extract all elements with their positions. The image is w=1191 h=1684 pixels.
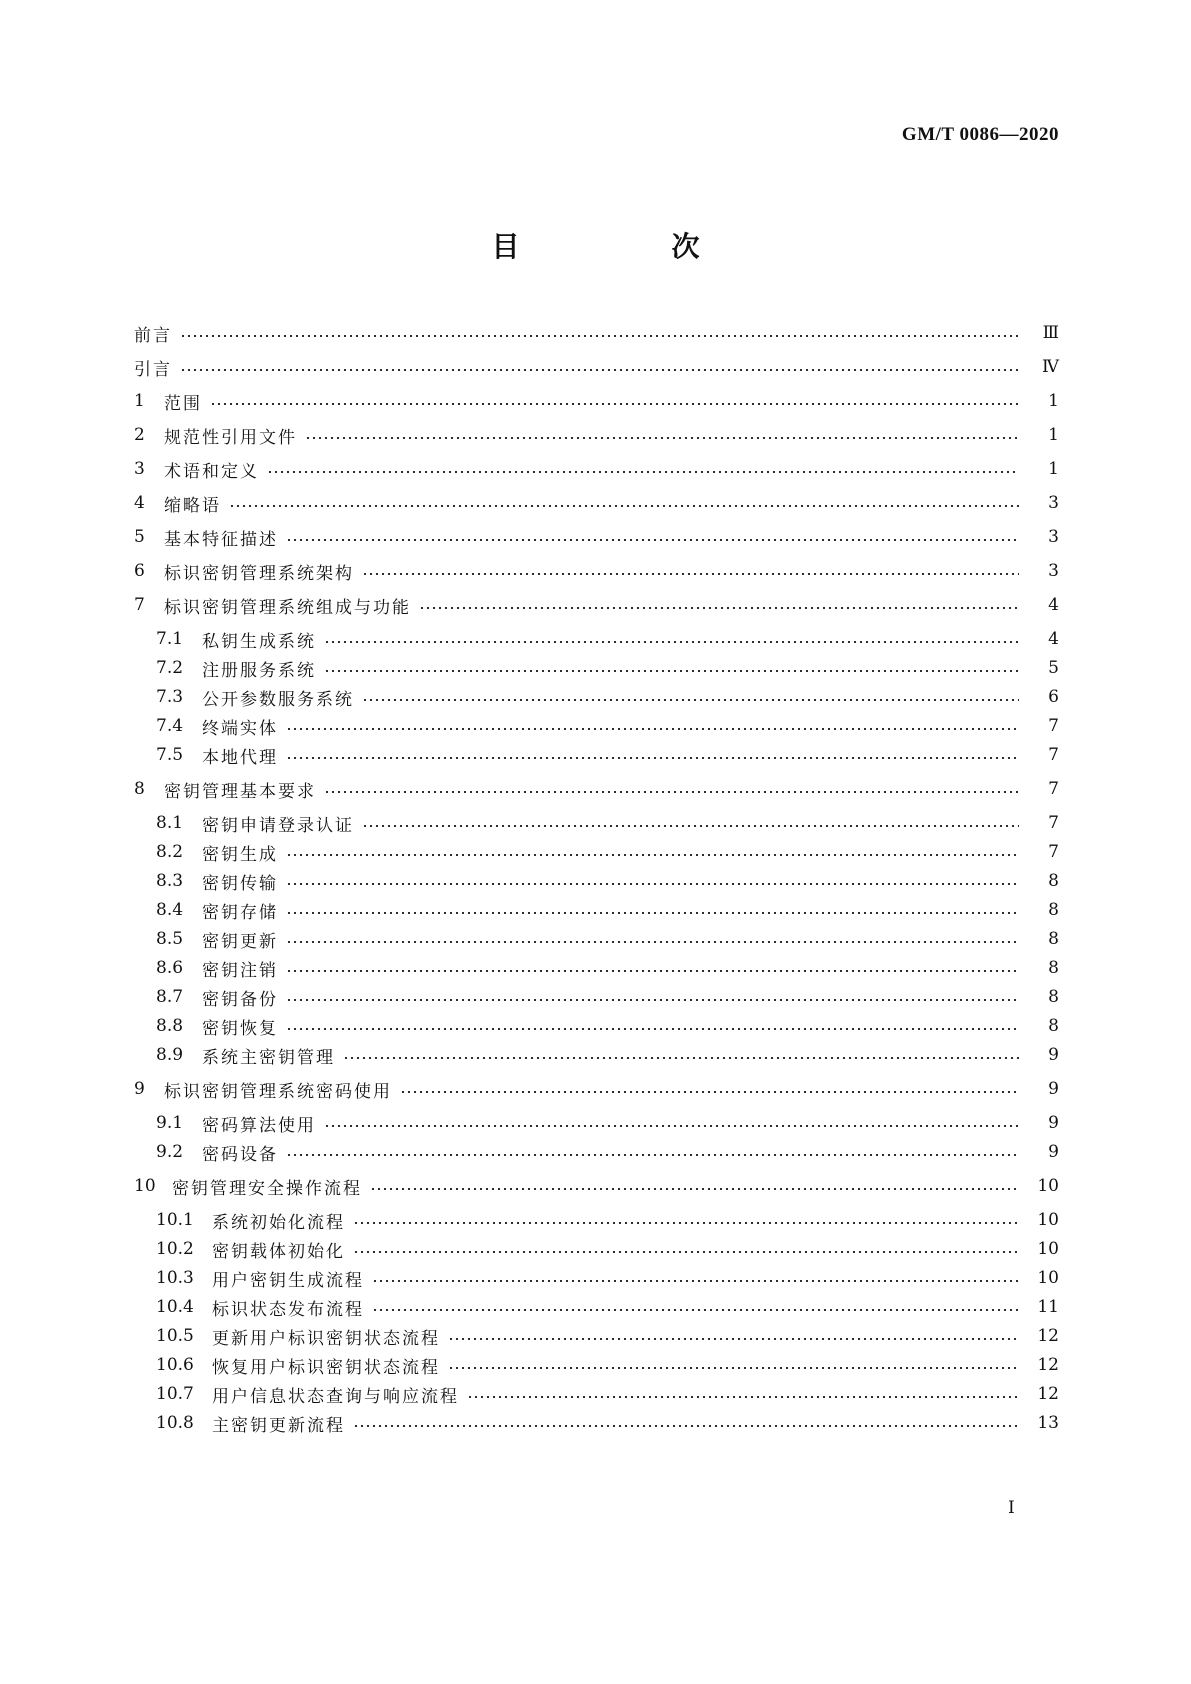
- toc-entry[interactable]: [156, 1294, 1059, 1320]
- toc-entry-page: 10: [1037, 1268, 1059, 1288]
- toc-entry-number: 9.1: [156, 1113, 184, 1133]
- toc-entry-number: 10.6: [156, 1355, 194, 1375]
- toc-entry-label: 系统初始化流程: [212, 1212, 345, 1233]
- dot-leader: [286, 999, 1019, 1001]
- toc-entry-number: 7.4: [156, 716, 184, 736]
- dot-leader: [370, 1188, 1019, 1190]
- toc-entry[interactable]: [156, 626, 1059, 652]
- toc-entry[interactable]: [156, 868, 1059, 894]
- toc-entry[interactable]: [134, 776, 1059, 802]
- toc-entry[interactable]: [156, 713, 1059, 739]
- toc-entry-label: 私钥生成系统: [202, 631, 316, 652]
- toc-entry-number: 4: [134, 493, 145, 513]
- toc-entry-label: 范围: [164, 393, 202, 414]
- dot-leader: [305, 437, 1019, 439]
- toc-entry-page: 10: [1037, 1176, 1059, 1196]
- toc-entry[interactable]: [156, 1410, 1059, 1436]
- toc-entry-number: 6: [134, 561, 145, 581]
- toc-entry-label: 密钥生成: [202, 844, 278, 865]
- dot-leader: [324, 791, 1019, 793]
- toc-entry-page: 10: [1037, 1239, 1059, 1259]
- toc-entry-label: 恢复用户标识密钥状态流程: [212, 1357, 440, 1378]
- toc-entry[interactable]: [156, 955, 1059, 981]
- toc-entry-number: 7.1: [156, 629, 184, 649]
- toc-entry-label: 密钥载体初始化: [212, 1241, 345, 1262]
- toc-entry-page: 3: [1048, 527, 1059, 547]
- toc-entry-page: Ⅲ: [1042, 323, 1059, 343]
- page-number: I: [1008, 1498, 1015, 1518]
- dot-leader: [210, 403, 1019, 405]
- toc-entry-page: 5: [1048, 658, 1059, 678]
- toc-entry-label: 前言: [134, 325, 172, 346]
- toc-entry-label: 公开参数服务系统: [202, 689, 354, 710]
- toc-entry-label: 基本特征描述: [164, 529, 278, 550]
- toc-entry-page: 6: [1048, 687, 1059, 707]
- toc-entry[interactable]: [156, 1139, 1059, 1165]
- toc-entry[interactable]: [134, 1076, 1059, 1102]
- dot-leader: [324, 641, 1019, 643]
- toc-entry[interactable]: [156, 984, 1059, 1010]
- toc-entry[interactable]: [134, 490, 1059, 516]
- dot-leader: [467, 1396, 1019, 1398]
- toc-entry-page: 3: [1048, 561, 1059, 581]
- toc-entry-label: 系统主密钥管理: [202, 1047, 335, 1068]
- toc-entry[interactable]: [156, 926, 1059, 952]
- dot-leader: [343, 1057, 1019, 1059]
- dot-leader: [286, 912, 1019, 914]
- toc-entry-label: 缩略语: [164, 495, 221, 516]
- toc-entry-label: 密钥存储: [202, 902, 278, 923]
- document-code: GM/T 0086—2020: [901, 124, 1059, 145]
- toc-entry-page: 12: [1037, 1355, 1059, 1375]
- dot-leader: [362, 573, 1019, 575]
- toc-entry-label: 规范性引用文件: [164, 427, 297, 448]
- toc-entry-page: 4: [1048, 629, 1059, 649]
- toc-entry-number: 9: [134, 1079, 145, 1099]
- toc-entry-number: 1: [134, 391, 145, 411]
- toc-entry-number: 8.3: [156, 871, 184, 891]
- dot-leader: [448, 1367, 1019, 1369]
- toc-entry-number: 8.7: [156, 987, 184, 1007]
- toc-entry-page: 7: [1048, 745, 1059, 765]
- dot-leader: [286, 757, 1019, 759]
- toc-entry-number: 3: [134, 459, 145, 479]
- dot-leader: [286, 1028, 1019, 1030]
- toc-entry-label: 主密钥更新流程: [212, 1415, 345, 1436]
- toc-entry-label: 用户密钥生成流程: [212, 1270, 364, 1291]
- toc-entry-page: 7: [1048, 813, 1059, 833]
- toc-entry-page: 7: [1048, 779, 1059, 799]
- dot-leader: [324, 670, 1019, 672]
- toc-entry-label: 注册服务系统: [202, 660, 316, 681]
- toc-entry-number: 10.4: [156, 1297, 194, 1317]
- toc-entry-page: Ⅳ: [1042, 357, 1059, 377]
- toc-entry-page: 7: [1048, 716, 1059, 736]
- toc-entry[interactable]: [134, 524, 1059, 550]
- toc-entry-number: 9.2: [156, 1142, 184, 1162]
- toc-entry-label: 术语和定义: [164, 461, 259, 482]
- toc-entry-label: 密钥管理基本要求: [164, 781, 316, 802]
- dot-leader: [353, 1251, 1019, 1253]
- dot-leader: [362, 699, 1019, 701]
- toc-entry-number: 10.5: [156, 1326, 194, 1346]
- toc-entry-number: 8.4: [156, 900, 184, 920]
- toc-entry[interactable]: [156, 1110, 1059, 1136]
- toc-entry-number: 2: [134, 425, 145, 445]
- toc-entry-number: 8.8: [156, 1016, 184, 1036]
- dot-leader: [324, 1125, 1019, 1127]
- toc-entry-page: 12: [1037, 1384, 1059, 1404]
- toc-entry-number: 7.5: [156, 745, 184, 765]
- toc-entry-page: 8: [1048, 900, 1059, 920]
- toc-entry-number: 10.3: [156, 1268, 194, 1288]
- toc-entry-label: 密钥更新: [202, 931, 278, 952]
- toc-entry[interactable]: [156, 810, 1059, 836]
- dot-leader: [180, 335, 1019, 337]
- toc-entry-number: 10.7: [156, 1384, 194, 1404]
- toc-entry-label: 密钥注销: [202, 960, 278, 981]
- toc-entry-label: 标识密钥管理系统密码使用: [164, 1081, 392, 1102]
- toc-entry-label: 密码设备: [202, 1144, 278, 1165]
- dot-leader: [448, 1338, 1019, 1340]
- toc-entry-number: 8.5: [156, 929, 184, 949]
- dot-leader: [180, 369, 1019, 371]
- toc-entry[interactable]: [134, 354, 1059, 380]
- toc-entry-page: 3: [1048, 493, 1059, 513]
- dot-leader: [286, 883, 1019, 885]
- toc-entry[interactable]: [156, 655, 1059, 681]
- toc-entry-page: 8: [1048, 958, 1059, 978]
- toc-entry-number: 10.2: [156, 1239, 194, 1259]
- dot-leader: [286, 941, 1019, 943]
- toc-entry-page: 12: [1037, 1326, 1059, 1346]
- toc-entry-page: 13: [1037, 1413, 1059, 1433]
- toc-entry[interactable]: [156, 1013, 1059, 1039]
- dot-leader: [286, 539, 1019, 541]
- toc-entry-page: 9: [1048, 1045, 1059, 1065]
- toc-entry-number: 8.1: [156, 813, 184, 833]
- toc-entry-label: 密码算法使用: [202, 1115, 316, 1136]
- dot-leader: [353, 1425, 1019, 1427]
- toc-entry[interactable]: [156, 1323, 1059, 1349]
- toc-entry-page: 10: [1037, 1210, 1059, 1230]
- toc-entry-page: 1: [1048, 425, 1059, 445]
- toc-entry-number: 8: [134, 779, 145, 799]
- toc-entry-page: 11: [1037, 1297, 1059, 1317]
- toc-entry[interactable]: [156, 742, 1059, 768]
- toc-entry-page: 8: [1048, 1016, 1059, 1036]
- toc-entry-number: 8.6: [156, 958, 184, 978]
- toc-entry[interactable]: [134, 320, 1059, 346]
- toc-entry[interactable]: [156, 839, 1059, 865]
- dot-leader: [286, 728, 1019, 730]
- toc-entry-number: 8.2: [156, 842, 184, 862]
- toc-entry-label: 标识密钥管理系统组成与功能: [164, 597, 411, 618]
- toc-entry-label: 密钥申请登录认证: [202, 815, 354, 836]
- toc-entry-page: 1: [1048, 391, 1059, 411]
- toc-entry[interactable]: [134, 456, 1059, 482]
- toc-entry-label: 密钥恢复: [202, 1018, 278, 1039]
- dot-leader: [353, 1222, 1019, 1224]
- toc-entry[interactable]: [156, 897, 1059, 923]
- dot-leader: [229, 505, 1019, 507]
- toc-entry[interactable]: [134, 388, 1059, 414]
- toc-entry[interactable]: [156, 1207, 1059, 1233]
- dot-leader: [286, 970, 1019, 972]
- toc-entry-label: 密钥备份: [202, 989, 278, 1010]
- toc-entry[interactable]: [134, 1173, 1059, 1199]
- dot-leader: [372, 1280, 1019, 1282]
- toc-entry-number: 7.3: [156, 687, 184, 707]
- toc-entry[interactable]: [156, 1042, 1059, 1068]
- toc-entry-number: 7: [134, 595, 145, 615]
- toc-entry-page: 7: [1048, 842, 1059, 862]
- toc-entry[interactable]: [134, 558, 1059, 584]
- toc-entry-number: 5: [134, 527, 145, 547]
- toc-entry[interactable]: [156, 1236, 1059, 1262]
- toc-entry[interactable]: [156, 1265, 1059, 1291]
- toc-entry-label: 更新用户标识密钥状态流程: [212, 1328, 440, 1349]
- toc-entry-label: 用户信息状态查询与响应流程: [212, 1386, 459, 1407]
- toc-entry-label: 标识密钥管理系统架构: [164, 563, 354, 584]
- toc-entry[interactable]: [156, 1352, 1059, 1378]
- toc-entry-number: 10: [134, 1176, 156, 1196]
- toc-entry-label: 引言: [134, 359, 172, 380]
- toc-entry-label: 终端实体: [202, 718, 278, 739]
- toc-entry-page: 1: [1048, 459, 1059, 479]
- toc-entry-label: 标识状态发布流程: [212, 1299, 364, 1320]
- dot-leader: [267, 471, 1019, 473]
- toc-entry-page: 8: [1048, 871, 1059, 891]
- toc-entry-number: 10.8: [156, 1413, 194, 1433]
- toc-entry[interactable]: [156, 1381, 1059, 1407]
- dot-leader: [419, 607, 1019, 609]
- toc-entry-number: 7.2: [156, 658, 184, 678]
- toc-entry-number: 10.1: [156, 1210, 194, 1230]
- toc-entry-page: 9: [1048, 1142, 1059, 1162]
- toc-entry[interactable]: [156, 684, 1059, 710]
- toc-entry[interactable]: [134, 422, 1059, 448]
- dot-leader: [400, 1091, 1019, 1093]
- toc-entry[interactable]: [134, 592, 1059, 618]
- dot-leader: [286, 1154, 1019, 1156]
- dot-leader: [372, 1309, 1019, 1311]
- toc-title: 目 次: [491, 230, 762, 263]
- dot-leader: [362, 825, 1019, 827]
- toc-entry-page: 8: [1048, 929, 1059, 949]
- toc-entry-label: 本地代理: [202, 747, 278, 768]
- toc-entry-page: 4: [1048, 595, 1059, 615]
- toc-entry-page: 9: [1048, 1113, 1059, 1133]
- toc-entry-label: 密钥管理安全操作流程: [172, 1178, 362, 1199]
- toc-entry-page: 8: [1048, 987, 1059, 1007]
- toc-entry-label: 密钥传输: [202, 873, 278, 894]
- toc-entry-page: 9: [1048, 1079, 1059, 1099]
- dot-leader: [286, 854, 1019, 856]
- toc-entry-number: 8.9: [156, 1045, 184, 1065]
